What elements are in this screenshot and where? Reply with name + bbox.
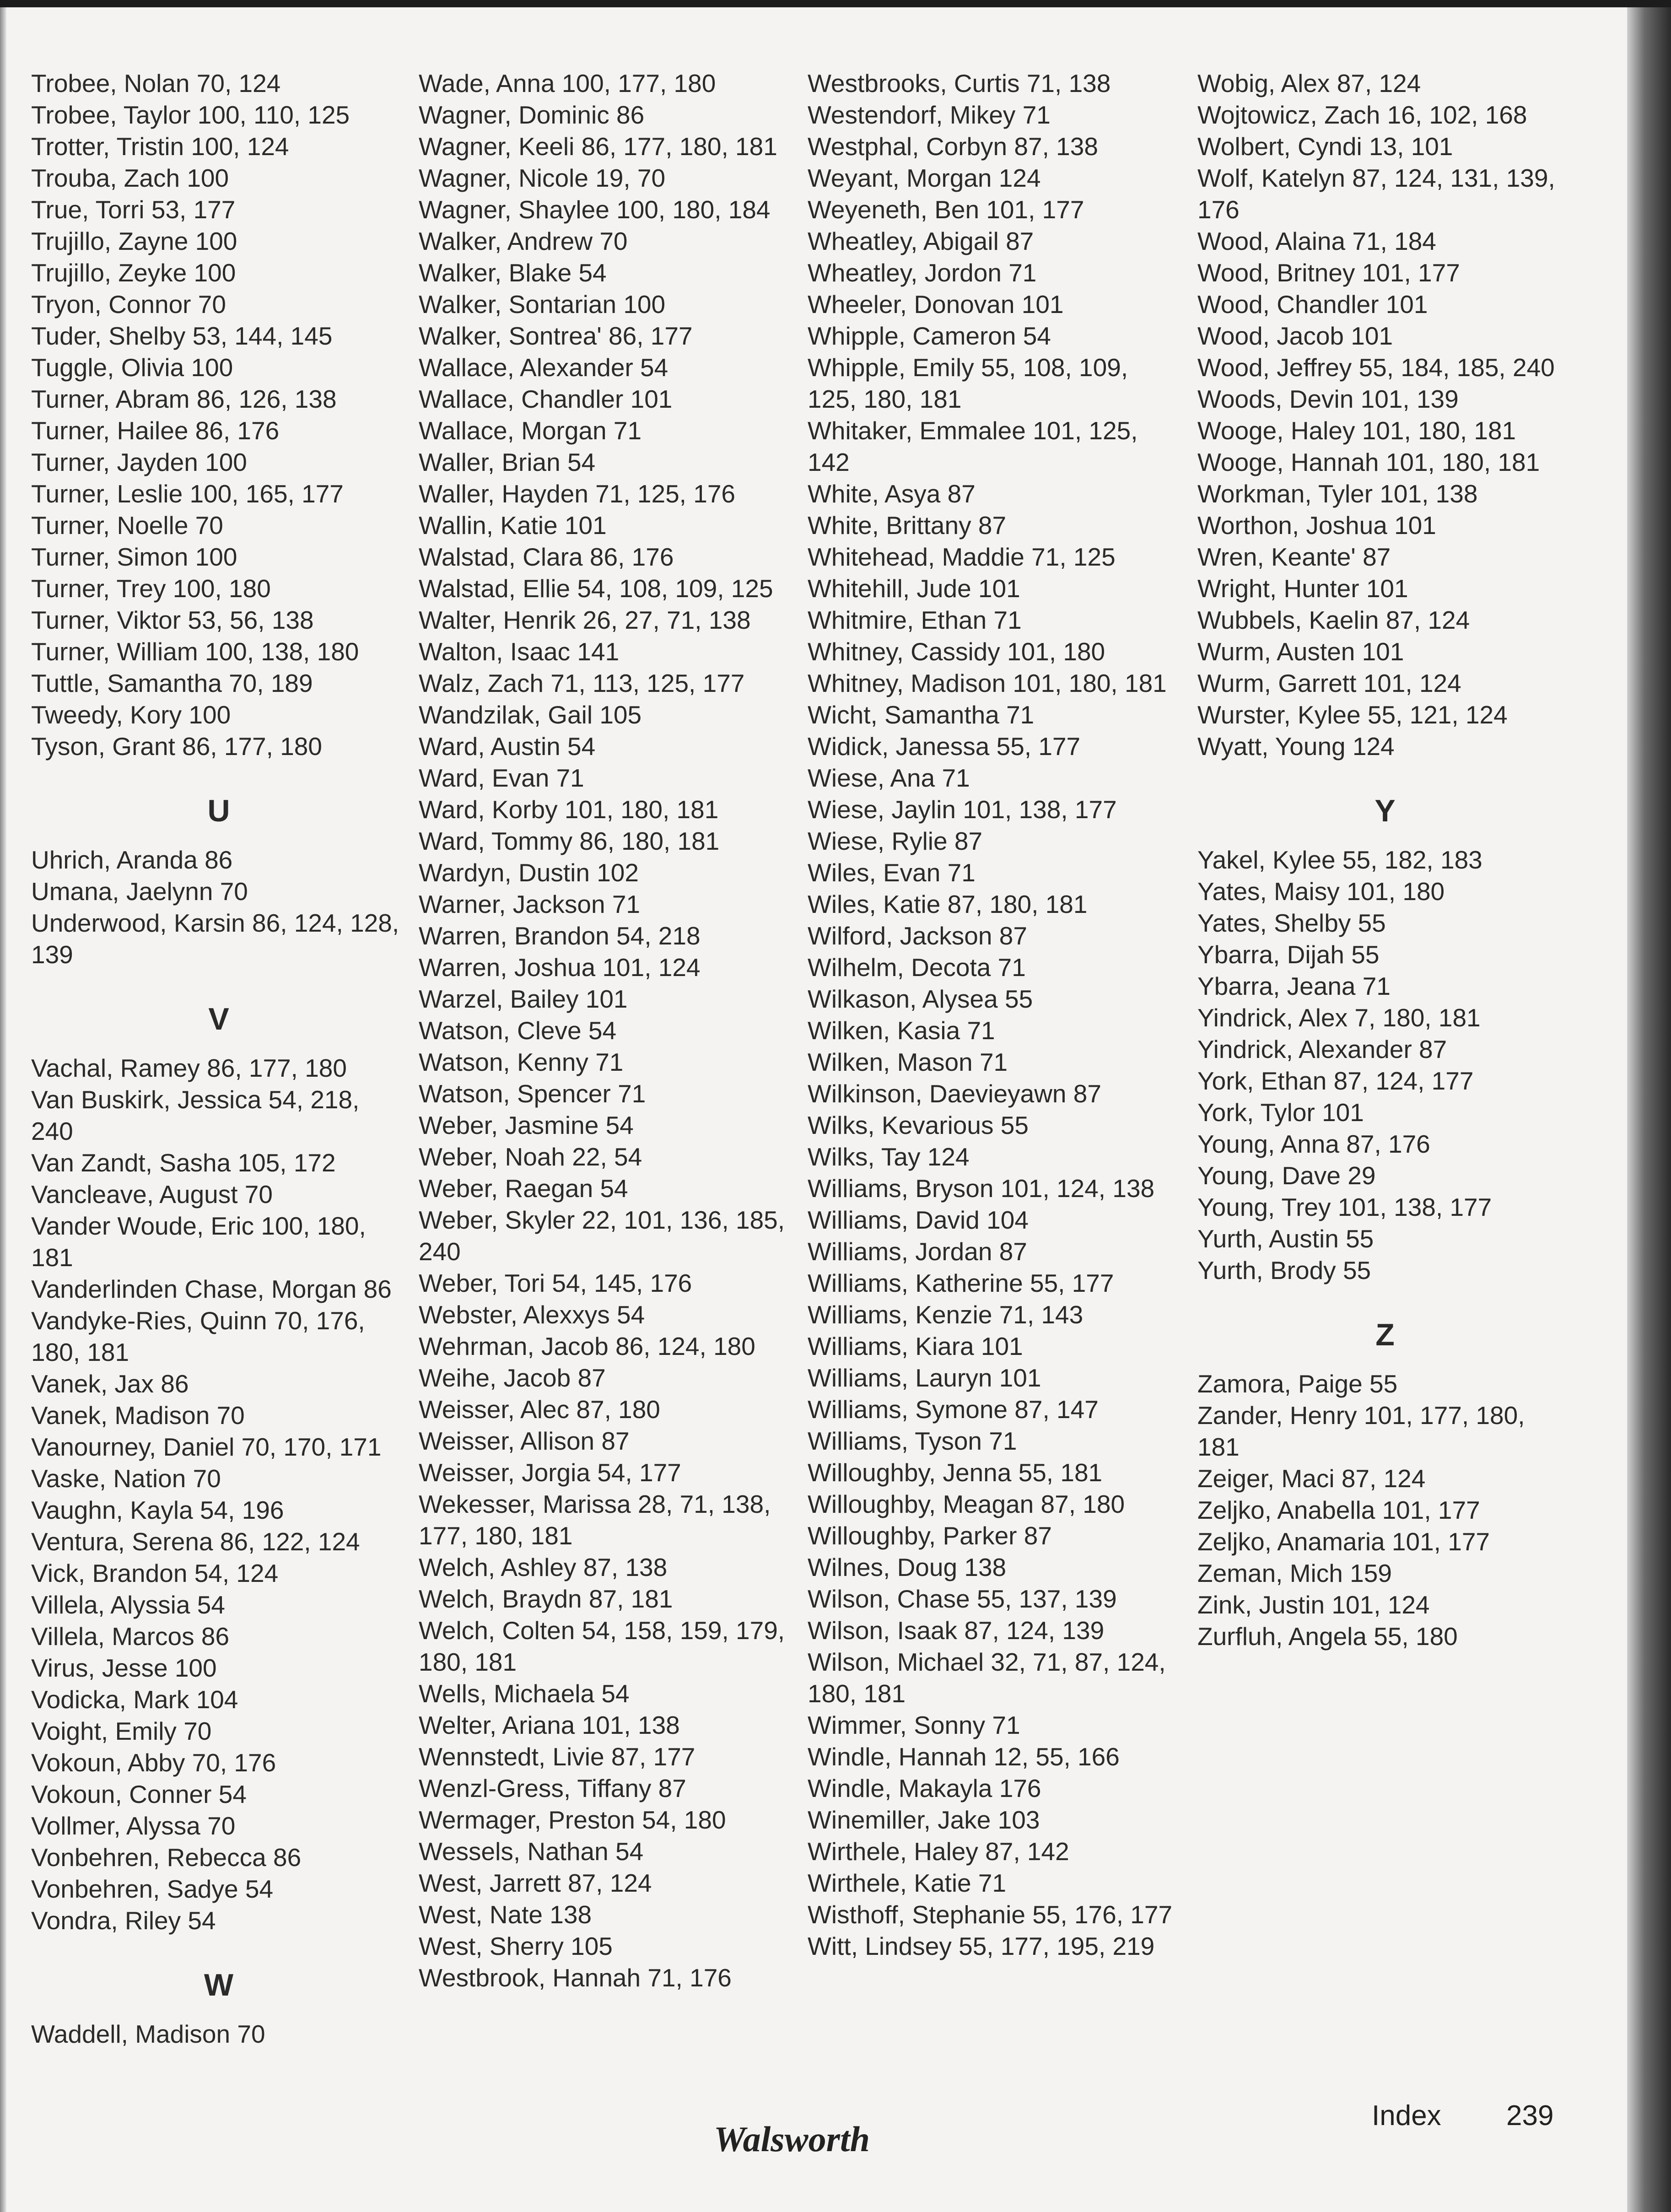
- index-entry: Welter, Ariana 101, 138: [419, 1711, 680, 1739]
- index-entry: York, Tylor 101: [1197, 1098, 1364, 1127]
- index-entry: Turner, Abram 86, 126, 138: [31, 385, 337, 413]
- index-entry: Wood, Chandler 101: [1197, 290, 1428, 318]
- index-entry: Virus, Jesse 100: [31, 1654, 217, 1682]
- index-entry: Wright, Hunter 101: [1197, 574, 1408, 603]
- index-entry: Ward, Evan 71: [419, 764, 584, 792]
- section-letter-heading: Y: [1375, 793, 1396, 828]
- index-entry: Wenzl-Gress, Tiffany 87: [419, 1774, 686, 1802]
- index-entry: Wagner, Shaylee 100, 180, 184: [419, 195, 771, 224]
- index-entry: Wilson, Michael 32, 71, 87, 124, 180, 181: [808, 1648, 1166, 1708]
- scan-top-edge: [0, 0, 1671, 7]
- index-entry: Welch, Ashley 87, 138: [419, 1553, 668, 1581]
- index-entry: Wilken, Kasia 71: [808, 1016, 995, 1045]
- index-entry: Wiese, Rylie 87: [808, 827, 983, 855]
- index-entry: Whipple, Emily 55, 108, 109, 125, 180, 181: [808, 353, 1128, 413]
- index-entry: Wells, Michaela 54: [419, 1679, 630, 1708]
- index-entry: Vander Woude, Eric 100, 180, 181: [31, 1212, 366, 1272]
- index-entry: Young, Anna 87, 176: [1197, 1130, 1430, 1158]
- index-entry: Whitmire, Ethan 71: [808, 606, 1022, 634]
- index-entry: Vachal, Ramey 86, 177, 180: [31, 1054, 347, 1082]
- index-entry: Wolf, Katelyn 87, 124, 131, 139, 176: [1197, 164, 1555, 224]
- index-column-3: [808, 68, 1183, 1962]
- index-entry: Wilkinson, Daevieyawn 87: [808, 1079, 1101, 1108]
- index-entry: Ybarra, Dijah 55: [1197, 940, 1380, 969]
- index-entry: Turner, Viktor 53, 56, 138: [31, 606, 314, 634]
- index-entry: Zander, Henry 101, 177, 180, 181: [1197, 1401, 1525, 1461]
- index-entry: Wicht, Samantha 71: [808, 701, 1035, 729]
- index-entry: Ybarra, Jeana 71: [1197, 972, 1391, 1000]
- index-entry: Woods, Devin 101, 139: [1197, 385, 1459, 413]
- index-entry: Vokoun, Conner 54: [31, 1780, 247, 1808]
- index-entry: Willoughby, Jenna 55, 181: [808, 1458, 1103, 1487]
- index-entry: Zeiger, Maci 87, 124: [1197, 1464, 1426, 1493]
- index-entry: True, Torri 53, 177: [31, 195, 236, 224]
- index-entry: Watson, Cleve 54: [419, 1016, 617, 1045]
- index-entry: Wren, Keante' 87: [1197, 543, 1391, 571]
- index-entry: Walker, Blake 54: [419, 259, 607, 287]
- index-entry: Vaughn, Kayla 54, 196: [31, 1496, 284, 1524]
- section-letter-heading: W: [204, 1968, 234, 2002]
- index-entry: Weihe, Jacob 87: [419, 1364, 606, 1392]
- index-entry: Westendorf, Mikey 71: [808, 101, 1051, 129]
- index-entry: Witt, Lindsey 55, 177, 195, 219: [808, 1932, 1155, 1960]
- index-entry: Tuder, Shelby 53, 144, 145: [31, 322, 333, 350]
- index-entry: Wermager, Preston 54, 180: [419, 1806, 726, 1834]
- index-entry: Vanek, Jax 86: [31, 1370, 189, 1398]
- index-entry: Vanourney, Daniel 70, 170, 171: [31, 1433, 382, 1461]
- index-entry: Vancleave, August 70: [31, 1180, 273, 1209]
- index-entry: Wiles, Evan 71: [808, 858, 976, 887]
- index-entry: Vaske, Nation 70: [31, 1464, 221, 1493]
- index-entry: Weber, Raegan 54: [419, 1174, 628, 1203]
- index-entry: Turner, Leslie 100, 165, 177: [31, 480, 344, 508]
- index-entry: Tryon, Connor 70: [31, 290, 226, 318]
- index-entry: Waddell, Madison 70: [31, 2020, 265, 2048]
- index-entry: Weber, Noah 22, 54: [419, 1143, 642, 1171]
- index-entry: Wardyn, Dustin 102: [419, 858, 639, 887]
- index-entry: Weyeneth, Ben 101, 177: [808, 195, 1084, 224]
- index-entry: Whitehill, Jude 101: [808, 574, 1020, 603]
- index-entry: Ward, Korby 101, 180, 181: [419, 795, 719, 824]
- index-entry: Weisser, Allison 87: [419, 1427, 630, 1455]
- index-entry: Weber, Tori 54, 145, 176: [419, 1269, 692, 1297]
- page-number: 239: [1506, 2100, 1554, 2131]
- index-entry: Ward, Tommy 86, 180, 181: [419, 827, 720, 855]
- index-entry: Wheeler, Donovan 101: [808, 290, 1064, 318]
- index-entry: Wagner, Dominic 86: [419, 101, 645, 129]
- index-entry: Weber, Skyler 22, 101, 136, 185, 240: [419, 1206, 785, 1266]
- index-entry: Wood, Jacob 101: [1197, 322, 1393, 350]
- publisher-logo: Walsworth: [714, 2119, 870, 2159]
- index-entry: Walstad, Clara 86, 176: [419, 543, 674, 571]
- index-entry: Warner, Jackson 71: [419, 890, 641, 918]
- index-entry: Wood, Britney 101, 177: [1197, 259, 1460, 287]
- index-entry: West, Nate 138: [419, 1900, 592, 1929]
- index-entry: Walstad, Ellie 54, 108, 109, 125: [419, 574, 773, 603]
- index-entry: Zurfluh, Angela 55, 180: [1197, 1622, 1458, 1651]
- index-entry: Willoughby, Parker 87: [808, 1521, 1052, 1550]
- index-entry: Ward, Austin 54: [419, 732, 596, 761]
- index-entry: Voight, Emily 70: [31, 1717, 212, 1745]
- index-entry: Turner, William 100, 138, 180: [31, 637, 359, 666]
- index-entry: Waller, Hayden 71, 125, 176: [419, 480, 736, 508]
- index-entry: Wirthele, Katie 71: [808, 1869, 1007, 1897]
- index-entry: Whitney, Cassidy 101, 180: [808, 637, 1105, 666]
- index-entry: Whitaker, Emmalee 101, 125, 142: [808, 416, 1138, 476]
- index-entry: Wallin, Katie 101: [419, 511, 607, 540]
- footer-section-label: Index: [1372, 2100, 1441, 2131]
- index-entry: Trujillo, Zayne 100: [31, 227, 237, 255]
- index-entry: Workman, Tyler 101, 138: [1197, 480, 1478, 508]
- index-entry: Underwood, Karsin 86, 124, 128, 139: [31, 909, 399, 969]
- index-entry: Wandzilak, Gail 105: [419, 701, 642, 729]
- index-entry: Whitney, Madison 101, 180, 181: [808, 669, 1167, 697]
- index-entry: White, Brittany 87: [808, 511, 1007, 540]
- index-entry: Williams, Katherine 55, 177: [808, 1269, 1114, 1297]
- page-binding-edge: [1627, 7, 1671, 2212]
- index-entry: Wilks, Tay 124: [808, 1143, 970, 1171]
- index-entry: Watson, Spencer 71: [419, 1079, 646, 1108]
- index-entry: Widick, Janessa 55, 177: [808, 732, 1081, 761]
- index-entry: Westphal, Corbyn 87, 138: [808, 132, 1098, 161]
- index-entry: White, Asya 87: [808, 480, 976, 508]
- index-entry: Walker, Sontarian 100: [419, 290, 666, 318]
- index-entry: Wooge, Haley 101, 180, 181: [1197, 416, 1516, 445]
- index-entry: Warren, Brandon 54, 218: [419, 922, 701, 950]
- index-entry: Wagner, Nicole 19, 70: [419, 164, 666, 192]
- index-entry: Warren, Joshua 101, 124: [419, 953, 701, 982]
- index-entry: Wirthele, Haley 87, 142: [808, 1837, 1069, 1866]
- index-entry: Walker, Andrew 70: [419, 227, 628, 255]
- section-letter-heading: V: [208, 1002, 229, 1036]
- index-entry: Wehrman, Jacob 86, 124, 180: [419, 1332, 755, 1360]
- index-entry: Yindrick, Alex 7, 180, 181: [1197, 1003, 1481, 1032]
- index-column-1: [31, 68, 406, 2050]
- index-entry: Williams, Kenzie 71, 143: [808, 1300, 1083, 1329]
- index-entry: Van Buskirk, Jessica 54, 218, 240: [31, 1085, 360, 1145]
- index-entry: Windle, Makayla 176: [808, 1774, 1041, 1802]
- index-entry: Young, Dave 29: [1197, 1161, 1376, 1190]
- section-letter-heading: Z: [1375, 1317, 1395, 1352]
- index-entry: Weisser, Jorgia 54, 177: [419, 1458, 681, 1487]
- index-entry: Vonbehren, Sadye 54: [31, 1875, 274, 1903]
- index-entry: Yates, Maisy 101, 180: [1197, 877, 1445, 906]
- index-entry: Vondra, Riley 54: [31, 1906, 216, 1935]
- index-entry: Williams, Jordan 87: [808, 1237, 1027, 1266]
- index-entry: Willoughby, Meagan 87, 180: [808, 1490, 1125, 1518]
- index-entry: Vandyke-Ries, Quinn 70, 176, 180, 181: [31, 1306, 365, 1366]
- index-column-4: [1197, 68, 1573, 1652]
- index-entry: Wyatt, Young 124: [1197, 732, 1395, 761]
- index-entry: Zeljko, Anamaria 101, 177: [1197, 1527, 1490, 1556]
- index-entry: Wilkason, Alysea 55: [808, 985, 1033, 1013]
- index-entry: Wilford, Jackson 87: [808, 922, 1027, 950]
- index-entry: Vonbehren, Rebecca 86: [31, 1843, 302, 1872]
- index-entry: Tweedy, Kory 100: [31, 701, 231, 729]
- index-entry: Welch, Braydn 87, 181: [419, 1585, 673, 1613]
- index-entry: Vollmer, Alyssa 70: [31, 1812, 236, 1840]
- index-entry: Vanek, Madison 70: [31, 1401, 245, 1430]
- index-entry: Yakel, Kylee 55, 182, 183: [1197, 846, 1482, 874]
- index-entry: Wilnes, Doug 138: [808, 1553, 1007, 1581]
- index-entry: West, Jarrett 87, 124: [419, 1869, 652, 1897]
- index-entry: Wood, Jeffrey 55, 184, 185, 240: [1197, 353, 1555, 382]
- index-entry: York, Ethan 87, 124, 177: [1197, 1067, 1474, 1095]
- index-entry: Weyant, Morgan 124: [808, 164, 1041, 192]
- index-entry: Wurm, Austen 101: [1197, 637, 1404, 666]
- index-entry: Wurster, Kylee 55, 121, 124: [1197, 701, 1508, 729]
- index-entry: Trotter, Tristin 100, 124: [31, 132, 289, 161]
- index-entry: Wimmer, Sonny 71: [808, 1711, 1020, 1739]
- index-entry: Wiese, Ana 71: [808, 764, 970, 792]
- index-entry: Villela, Marcos 86: [31, 1622, 230, 1651]
- section-letter-heading: U: [207, 793, 230, 828]
- index-entry: Young, Trey 101, 138, 177: [1197, 1193, 1492, 1221]
- index-entry: Turner, Trey 100, 180: [31, 574, 271, 603]
- index-entry: Tuttle, Samantha 70, 189: [31, 669, 313, 697]
- index-entry: Wheatley, Abigail 87: [808, 227, 1034, 255]
- index-entry: Turner, Hailee 86, 176: [31, 416, 280, 445]
- index-entry: Vick, Brandon 54, 124: [31, 1559, 279, 1587]
- index-entry: Williams, Kiara 101: [808, 1332, 1023, 1360]
- index-entry: Wilks, Kevarious 55: [808, 1111, 1029, 1139]
- index-entry: Williams, Symone 87, 147: [808, 1395, 1099, 1424]
- index-entry: Walz, Zach 71, 113, 125, 177: [419, 669, 745, 697]
- index-entry: Wekesser, Marissa 28, 71, 138, 177, 180, 181: [419, 1490, 771, 1550]
- index-entry: Wilson, Chase 55, 137, 139: [808, 1585, 1117, 1613]
- index-entry: Trobee, Taylor 100, 110, 125: [31, 101, 350, 129]
- index-entry: Zeljko, Anabella 101, 177: [1197, 1496, 1480, 1524]
- index-entry: Wubbels, Kaelin 87, 124: [1197, 606, 1470, 634]
- index-entry: Watson, Kenny 71: [419, 1048, 624, 1076]
- index-entry: Trujillo, Zeyke 100: [31, 259, 236, 287]
- index-entry: Williams, Bryson 101, 124, 138: [808, 1174, 1155, 1203]
- index-entry: Walton, Isaac 141: [419, 637, 620, 666]
- index-entry: Wiese, Jaylin 101, 138, 177: [808, 795, 1117, 824]
- index-entry: Wooge, Hannah 101, 180, 181: [1197, 448, 1540, 476]
- index-entry: Waller, Brian 54: [419, 448, 596, 476]
- index-entry: Vodicka, Mark 104: [31, 1685, 238, 1714]
- index-entry: Wade, Anna 100, 177, 180: [419, 69, 716, 97]
- index-entry: Yurth, Austin 55: [1197, 1225, 1374, 1253]
- index-entry: Wilken, Mason 71: [808, 1048, 1008, 1076]
- index-entry: Williams, Tyson 71: [808, 1427, 1017, 1455]
- index-entry: Ventura, Serena 86, 122, 124: [31, 1527, 360, 1556]
- index-entry: Wurm, Garrett 101, 124: [1197, 669, 1461, 697]
- index-entry: Vokoun, Abby 70, 176: [31, 1748, 276, 1777]
- index-entry: Wiles, Katie 87, 180, 181: [808, 890, 1088, 918]
- index-entry: Villela, Alyssia 54: [31, 1591, 225, 1619]
- index-entry: Welch, Colten 54, 158, 159, 179, 180, 181: [419, 1616, 785, 1676]
- index-entry: Webster, Alexxys 54: [419, 1300, 645, 1329]
- index-entry: Winemiller, Jake 103: [808, 1806, 1040, 1834]
- index-entry: Yates, Shelby 55: [1197, 909, 1386, 937]
- index-entry: Warzel, Bailey 101: [419, 985, 628, 1013]
- index-entry: Wennstedt, Livie 87, 177: [419, 1743, 695, 1771]
- index-entry: Wessels, Nathan 54: [419, 1837, 644, 1866]
- index-entry: Worthon, Joshua 101: [1197, 511, 1436, 540]
- index-entry: Westbrook, Hannah 71, 176: [419, 1964, 732, 1992]
- index-entry: Wallace, Chandler 101: [419, 385, 673, 413]
- index-entry: Windle, Hannah 12, 55, 166: [808, 1743, 1120, 1771]
- index-entry: Zeman, Mich 159: [1197, 1559, 1392, 1587]
- index-entry: Turner, Simon 100: [31, 543, 237, 571]
- index-entry: Van Zandt, Sasha 105, 172: [31, 1149, 336, 1177]
- index-entry: Williams, David 104: [808, 1206, 1029, 1234]
- index-entry: Wilson, Isaak 87, 124, 139: [808, 1616, 1105, 1645]
- index-entry: Wilhelm, Decota 71: [808, 953, 1026, 982]
- index-entry: Wobig, Alex 87, 124: [1197, 69, 1421, 97]
- index-entry: Trobee, Nolan 70, 124: [31, 69, 281, 97]
- index-column-2: [419, 68, 794, 1994]
- index-entry: Westbrooks, Curtis 71, 138: [808, 69, 1111, 97]
- index-entry: West, Sherry 105: [419, 1932, 613, 1960]
- index-entry: Wagner, Keeli 86, 177, 180, 181: [419, 132, 777, 161]
- index-entry: Weber, Jasmine 54: [419, 1111, 634, 1139]
- index-entry: Uhrich, Aranda 86: [31, 846, 233, 874]
- index-entry: Wallace, Morgan 71: [419, 416, 642, 445]
- index-entry: Weisser, Alec 87, 180: [419, 1395, 660, 1424]
- index-entry: Wood, Alaina 71, 184: [1197, 227, 1436, 255]
- index-entry: Walter, Henrik 26, 27, 71, 138: [419, 606, 751, 634]
- index-entry: Wallace, Alexander 54: [419, 353, 668, 382]
- index-entry: Wojtowicz, Zach 16, 102, 168: [1197, 101, 1527, 129]
- index-entry: Turner, Jayden 100: [31, 448, 247, 476]
- index-entry: Trouba, Zach 100: [31, 164, 229, 192]
- index-entry: Yindrick, Alexander 87: [1197, 1035, 1447, 1063]
- index-entry: Wisthoff, Stephanie 55, 176, 177: [808, 1900, 1173, 1929]
- index-entry: Tyson, Grant 86, 177, 180: [31, 732, 322, 761]
- index-entry: Umana, Jaelynn 70: [31, 877, 248, 906]
- index-entry: Vanderlinden Chase, Morgan 86: [31, 1275, 392, 1303]
- index-entry: Whitehead, Maddie 71, 125: [808, 543, 1116, 571]
- index-entry: Wheatley, Jordon 71: [808, 259, 1037, 287]
- index-entry: Whipple, Cameron 54: [808, 322, 1051, 350]
- index-entry: Turner, Noelle 70: [31, 511, 223, 540]
- index-entry: Williams, Lauryn 101: [808, 1364, 1041, 1392]
- index-entry: Wolbert, Cyndi 13, 101: [1197, 132, 1453, 161]
- scan-left-edge: [0, 7, 6, 2212]
- index-entry: Tuggle, Olivia 100: [31, 353, 233, 382]
- index-entry: Walker, Sontrea' 86, 177: [419, 322, 693, 350]
- index-entry: Zamora, Paige 55: [1197, 1370, 1398, 1398]
- index-entry: Zink, Justin 101, 124: [1197, 1591, 1430, 1619]
- index-entry: Yurth, Brody 55: [1197, 1256, 1371, 1284]
